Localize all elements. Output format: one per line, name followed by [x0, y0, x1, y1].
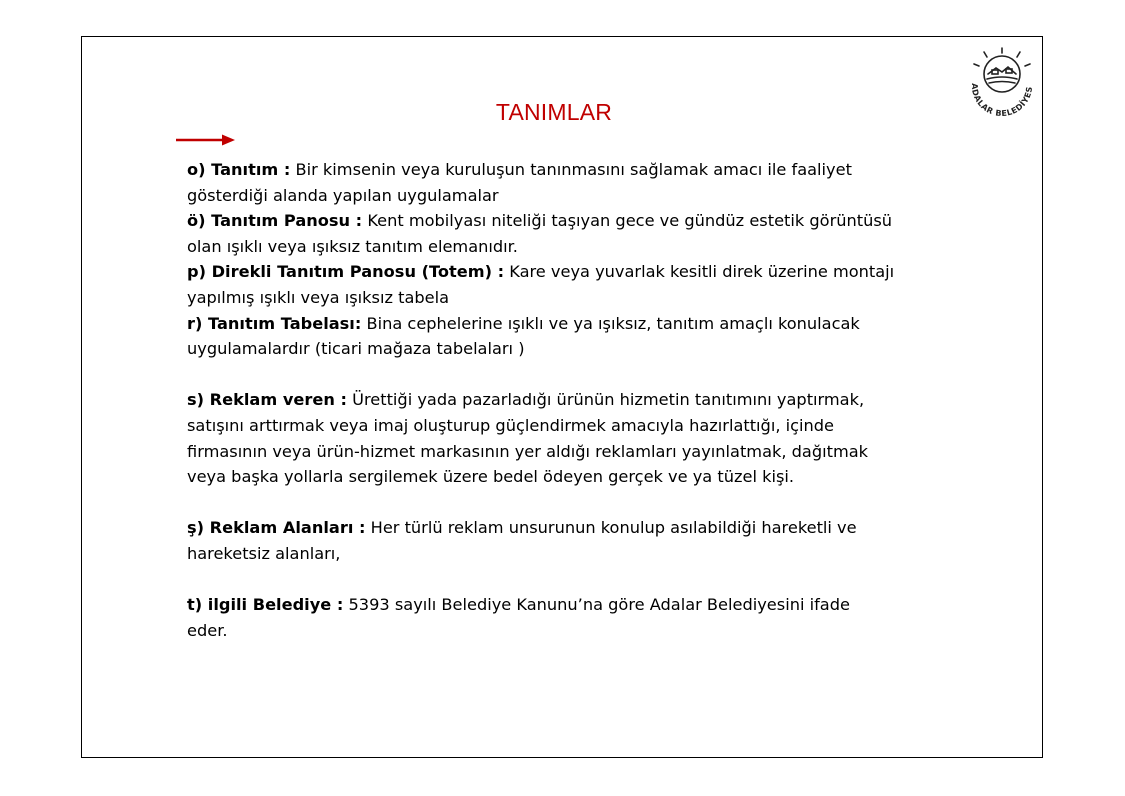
term-label: s) Reklam veren :: [187, 390, 347, 410]
term-text: uygulamalardır (ticari mağaza tabelaları ): [187, 339, 525, 359]
term-text: yapılmış ışıklı veya ışıksız tabela: [187, 287, 450, 307]
term-text: olan ışıklı veya ışıksız tanıtım elemanıdır.: [187, 236, 518, 256]
term-label: t) ilgili Belediye :: [187, 595, 344, 615]
text-line: [187, 336, 927, 362]
paragraph-gap: [187, 362, 927, 388]
term-text: veya başka yollarla sergilemek üzere bedel ödeyen gerçek ve ya tüzel kişi.: [187, 467, 795, 487]
text-line: [187, 439, 927, 465]
term-label: ş) Reklam Alanları :: [187, 518, 366, 538]
text-line: [187, 208, 927, 234]
paragraph-gap: [187, 490, 927, 516]
definitions-text: [187, 157, 927, 643]
red-arrow-icon: [175, 133, 237, 147]
term-text: Kare veya yuvarlak kesitli direk üzerine montajı: [504, 262, 895, 282]
term-text: eder.: [187, 620, 228, 640]
term-text: satışını arttırmak veya imaj oluşturup güçlendirmek amacıyla hazırlattığı, içinde: [187, 415, 835, 435]
term-label: r) Tanıtım Tabelası:: [187, 313, 362, 333]
term-text: gösterdiği alanda yapılan uygulamalar: [187, 185, 499, 205]
text-line: [187, 183, 927, 209]
term-label: o) Tanıtım :: [187, 160, 291, 179]
text-line: [187, 157, 927, 183]
text-line: [187, 515, 927, 541]
text-line: [187, 234, 927, 260]
text-line: [187, 285, 927, 311]
term-text: Kent mobilyası niteliği taşıyan gece ve gündüz estetik görüntüsü: [362, 211, 893, 231]
term-text: 5393 sayılı Belediye Kanunu’na göre Adalar Belediyesini ifade: [343, 595, 850, 615]
text-line: [187, 259, 927, 285]
text-line: [187, 464, 927, 490]
text-line: [187, 541, 927, 567]
page-title: TANIMLAR: [495, 99, 613, 125]
text-line: [187, 592, 927, 618]
paragraph-gap: [187, 567, 927, 593]
term-text: Ürettiği yada pazarladığı ürünün hizmetin tanıtımını yaptırmak,: [346, 390, 865, 410]
text-line: [187, 387, 927, 413]
term-label: ö) Tanıtım Panosu :: [187, 211, 363, 231]
text-line: [187, 311, 927, 337]
term-text: Her türlü reklam unsurunun konulup asılabildiği hareketli ve: [365, 518, 857, 538]
term-label: p) Direkli Tanıtım Panosu (Totem) :: [187, 262, 505, 282]
term-text: firmasının veya ürün-hizmet markasının yer aldığı reklamları yayınlatmak, dağıtmak: [187, 441, 869, 461]
term-text: hareketsiz alanları,: [187, 543, 341, 563]
logo-text: ADALAR BELEDİYES: [969, 83, 1035, 119]
text-line: [187, 618, 927, 644]
text-line: [187, 413, 927, 439]
term-text: Bina cephelerine ışıklı ve ya ışıksız, tanıtım amaçlı konulacak: [361, 313, 860, 333]
term-text: Bir kimsenin veya kuruluşun tanınmasını sağlamak amacı ile faaliyet: [290, 160, 852, 179]
